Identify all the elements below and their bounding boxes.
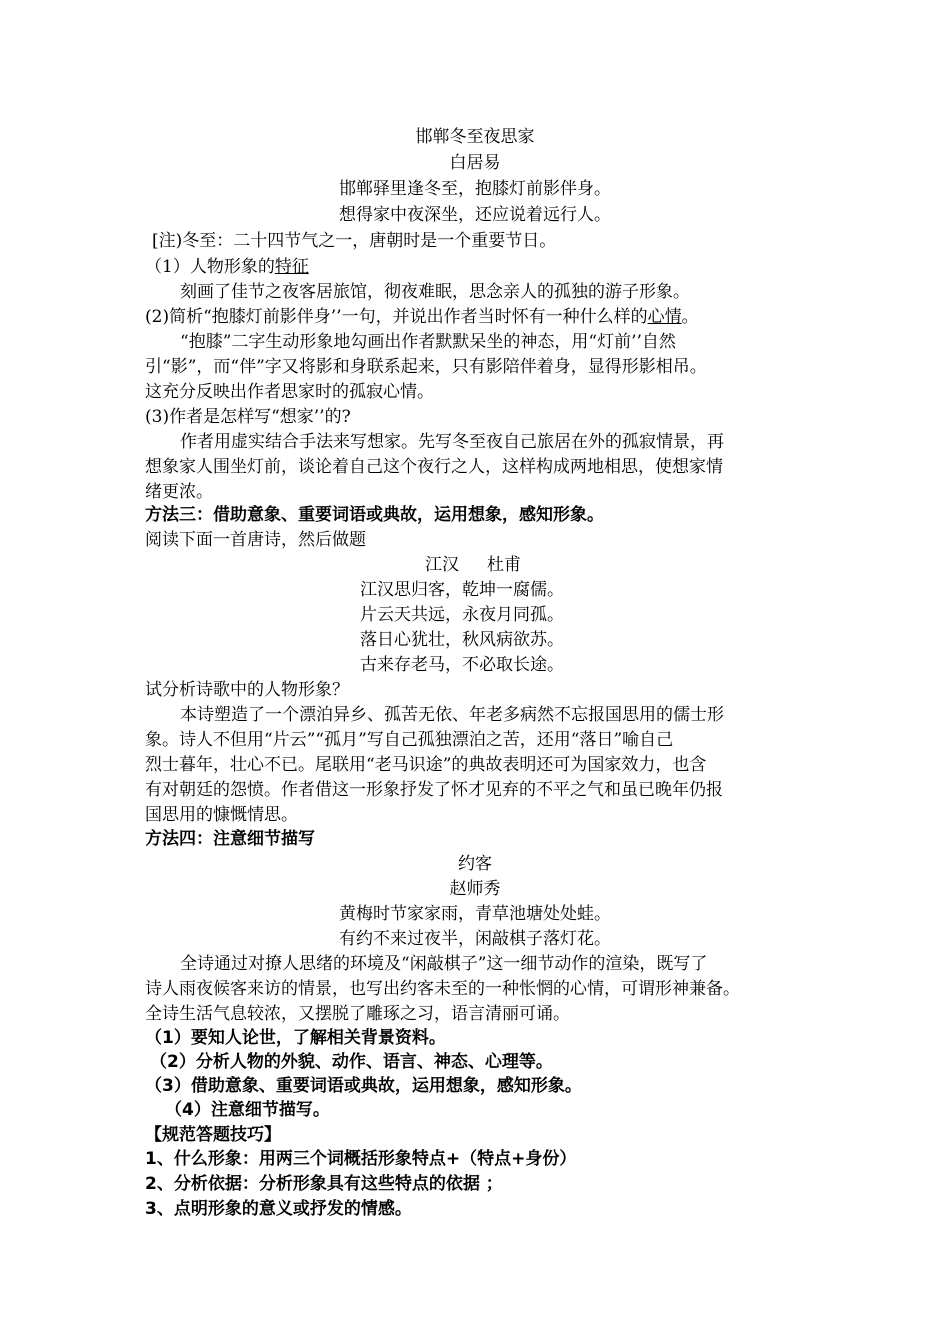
q2-answer-line-2: 引“影”，而“伴”字又将影和身联系起来，只有影陪伴着身，显得形影相吊。 (145, 357, 707, 377)
method3-poem-line-4: 古来存老马，不必取长途。 (360, 655, 564, 675)
method4-poem-author: 赵师秀 (449, 879, 501, 899)
method3-answer-line-4: 有对朝廷的怨愤。作者借这一形象抒发了怀才见弃的不平之气和虽已晚年仍报 (145, 780, 723, 800)
method3-answer-line-1: 本诗塑造了一个漂泊异乡、孤苦无依、年老多病然不忘报国思用的儒士形 (180, 705, 724, 725)
method4-heading: 方法四：注意细节描写 (145, 829, 315, 849)
q3-answer-line-1: 作者用虚实结合手法来写想家。先写冬至夜自己旅居在外的孤寂情景，再 (180, 432, 724, 452)
poem1-title: 邯郸冬至夜思家 (415, 127, 535, 147)
tips-heading: 【规范答题技巧】 (145, 1125, 281, 1145)
method4-answer-line-3: 全诗生活气息较浓，又摆脱了雕琢之习，语言清丽可诵。 (145, 1004, 570, 1024)
tips-item-2: 2、分析依据：分析形象具有这些特点的依据 ； (145, 1174, 503, 1194)
method3-answer-line-5: 国思用的慷慨情思。 (145, 805, 298, 825)
method3-intro: 阅读下面一首唐诗，然后做题 (145, 530, 366, 550)
q2-answer-line-1: “抱膝”二字生动形象地勾画出作者默默呆坐的神态，用“灯前’’自然 (180, 332, 676, 352)
summary-item-1: （1）要知人论世，了解相关背景资料。 (145, 1028, 446, 1048)
method3-poem-title (425, 553, 521, 577)
poem1-line-2: 想得家中夜深坐，还应说着远行人。 (339, 205, 611, 225)
summary-item-2: （2）分析人物的外貌、动作、语言、神态、心理等。 (150, 1052, 553, 1072)
q2-question (145, 305, 699, 329)
q3-answer-line-3: 绪更浓。 (145, 482, 213, 502)
tips-item-1: 1、什么形象：用两三个词概括形象特点+（特点+身份） (145, 1149, 577, 1169)
method3-poem-author: 杜甫 (487, 555, 521, 575)
poem1-note: [注)冬至：二十四节气之一，唐朝时是一个重要节日。 (152, 231, 557, 251)
method3-poem-line-2: 片云天共远，永夜月同孤。 (360, 605, 564, 625)
method3-heading: 方法三：借助意象、重要词语或典故，运用想象，感知形象。 (145, 505, 604, 525)
method3-question: 试分析诗歌中的人物形象？ (145, 680, 349, 700)
method3-answer-line-2: 象。诗人不但用“片云”“孤月”写自己孤独漂泊之苦，还用“落日”喻自己 (145, 730, 674, 750)
tips-item-3: 3、点明形象的意义或抒发的情感。 (145, 1199, 412, 1219)
summary-item-3: （3）借助意象、重要词语或典故，运用想象，感知形象。 (145, 1076, 582, 1096)
q3-answer-line-2: 想象家人围坐灯前，谈论着自己这个夜行之人，这样构成两地相思，使想家情 (145, 457, 723, 477)
q2-answer-line-3: 这充分反映出作者思家时的孤寂心情。 (145, 382, 434, 402)
q1-prefix: （1）人物形象的 (145, 257, 275, 277)
q2-keyword: 心情 (647, 307, 682, 327)
poem1-author: 白居易 (449, 153, 501, 173)
method4-poem-line-1: 黄梅时节家家雨，青草池塘处处蛙。 (339, 904, 611, 924)
q1-answer: 刻画了佳节之夜客居旅馆，彻夜难眠，思念亲人的孤独的游子形象。 (180, 282, 690, 302)
method4-answer-line-2: 诗人雨夜候客来访的情景，也写出约客未至的一种怅惘的心情，可谓形神兼备。 (145, 979, 740, 999)
q1-keyword: 特征 (274, 257, 309, 277)
method3-poem-title-text: 江汉 (425, 555, 459, 575)
q2-suffix: 。 (681, 307, 699, 327)
method4-poem-line-2: 有约不来过夜半，闲敲棋子落灯花。 (339, 929, 611, 949)
poem1-line-1: 邯郸驿里逢冬至，抱膝灯前影伴身。 (339, 179, 611, 199)
method3-poem-line-3: 落日心犹壮，秋风病欲苏。 (360, 630, 564, 650)
method4-answer-line-1: 全诗通过对撩人思绪的环境及“闲敲棋子”这一细节动作的渲染，既写了 (180, 954, 708, 974)
method3-poem-line-1: 江汉思归客，乾坤一腐儒。 (360, 580, 564, 600)
q1-question (145, 255, 309, 279)
summary-item-4: （4）注意细节描写。 (165, 1100, 330, 1120)
method3-answer-line-3: 烈士暮年，壮心不已。尾联用“老马识途”的典故表明还可为国家效力，也含 (145, 755, 707, 775)
method4-poem-title: 约客 (458, 854, 492, 874)
q2-prefix: (2)简析“抱膝灯前影伴身’’一句，并说出作者当时怀有一种什么样的 (145, 307, 648, 327)
q3-question: (3)作者是怎样写“想家’’的? (145, 407, 351, 427)
